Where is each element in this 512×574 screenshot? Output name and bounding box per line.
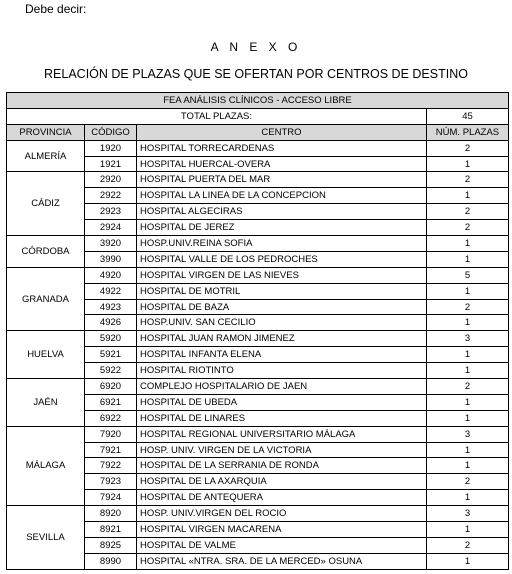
annex-title: A N E X O xyxy=(210,40,302,54)
centro-cell: HOSPITAL DE JEREZ xyxy=(137,220,427,236)
codigo-cell: 4920 xyxy=(85,267,137,283)
header-codigo: CÓDIGO xyxy=(85,124,137,140)
provincia-cell: CÓRDOBA xyxy=(7,236,85,268)
centro-cell: HOSPITAL DE ANTEQUERA xyxy=(137,490,427,506)
codigo-cell: 6921 xyxy=(85,394,137,410)
section-title: FEA ANÁLISIS CLÍNICOS - ACCESO LIBRE xyxy=(7,93,509,109)
codigo-cell: 8925 xyxy=(85,537,137,553)
codigo-cell: 7924 xyxy=(85,490,137,506)
section-title-row xyxy=(7,93,509,109)
column-header-row xyxy=(7,124,509,140)
table-row xyxy=(7,379,509,395)
codigo-cell: 2920 xyxy=(85,172,137,188)
plazas-cell: 3 xyxy=(426,426,508,442)
plazas-cell: 1 xyxy=(426,315,508,331)
codigo-cell: 7920 xyxy=(85,426,137,442)
plazas-table xyxy=(6,92,509,570)
codigo-cell: 4923 xyxy=(85,299,137,315)
centro-cell: HOSPITAL TORRECARDENAS xyxy=(137,140,427,156)
centro-cell: HOSPITAL DE UBEDA xyxy=(137,394,427,410)
codigo-cell: 4922 xyxy=(85,283,137,299)
codigo-cell: 2922 xyxy=(85,188,137,204)
centro-cell: HOSPITAL DE VALME xyxy=(137,537,427,553)
intro-text: Debe decir: xyxy=(25,2,87,16)
codigo-cell: 5922 xyxy=(85,363,137,379)
plazas-cell: 2 xyxy=(426,379,508,395)
codigo-cell: 5921 xyxy=(85,347,137,363)
table-row xyxy=(7,236,509,252)
plazas-cell: 1 xyxy=(426,347,508,363)
centro-cell: COMPLEJO HOSPITALARIO DE JAEN xyxy=(137,379,427,395)
plazas-cell: 3 xyxy=(426,331,508,347)
provincia-cell: HUELVA xyxy=(7,331,85,379)
plazas-cell: 1 xyxy=(426,522,508,538)
provincia-cell: CÁDIZ xyxy=(7,172,85,236)
plazas-cell: 1 xyxy=(426,410,508,426)
codigo-cell: 1921 xyxy=(85,156,137,172)
total-label: TOTAL PLAZAS: xyxy=(7,108,427,124)
provincia-cell: SEVILLA xyxy=(7,506,85,570)
codigo-cell: 6920 xyxy=(85,379,137,395)
plazas-cell: 1 xyxy=(426,442,508,458)
centro-cell: HOSPITAL VALLE DE LOS PEDROCHES xyxy=(137,251,427,267)
centro-cell: HOSPITAL RIOTINTO xyxy=(137,363,427,379)
plazas-cell: 2 xyxy=(426,299,508,315)
plazas-cell: 1 xyxy=(426,490,508,506)
centro-cell: HOSP. UNIV.VIRGEN DEL ROCIO xyxy=(137,506,427,522)
codigo-cell: 5920 xyxy=(85,331,137,347)
centro-cell: HOSPITAL INFANTA ELENA xyxy=(137,347,427,363)
plazas-cell: 1 xyxy=(426,394,508,410)
table-row xyxy=(7,331,509,347)
document-subtitle: RELACIÓN DE PLAZAS QUE SE OFERTAN POR CENTROS DE DESTINO xyxy=(44,67,468,81)
centro-cell: HOSPITAL DE LA AXARQUIA xyxy=(137,474,427,490)
provincia-cell: ALMERÍA xyxy=(7,140,85,172)
centro-cell: HOSP.UNIV.REINA SOFIA xyxy=(137,236,427,252)
plazas-cell: 5 xyxy=(426,267,508,283)
centro-cell: HOSPITAL PUERTA DEL MAR xyxy=(137,172,427,188)
provincia-cell: JAÉN xyxy=(7,379,85,427)
codigo-cell: 8921 xyxy=(85,522,137,538)
total-row xyxy=(7,108,509,124)
plazas-cell: 1 xyxy=(426,236,508,252)
centro-cell: HOSPITAL REGIONAL UNIVERSITARIO MÁLAGA xyxy=(137,426,427,442)
codigo-cell: 7922 xyxy=(85,458,137,474)
provincia-cell: GRANADA xyxy=(7,267,85,331)
plazas-cell: 2 xyxy=(426,140,508,156)
codigo-cell: 7921 xyxy=(85,442,137,458)
plazas-cell: 1 xyxy=(426,251,508,267)
header-centro: CENTRO xyxy=(137,124,427,140)
codigo-cell: 1920 xyxy=(85,140,137,156)
centro-cell: HOSPITAL DE LINARES xyxy=(137,410,427,426)
plazas-cell: 2 xyxy=(426,204,508,220)
plazas-cell: 1 xyxy=(426,363,508,379)
header-provincia: PROVINCIA xyxy=(7,124,85,140)
plazas-cell: 1 xyxy=(426,188,508,204)
table-body xyxy=(7,140,509,569)
codigo-cell: 3990 xyxy=(85,251,137,267)
plazas-cell: 1 xyxy=(426,553,508,569)
plazas-cell: 2 xyxy=(426,172,508,188)
plazas-cell: 1 xyxy=(426,458,508,474)
codigo-cell: 6922 xyxy=(85,410,137,426)
plazas-cell: 3 xyxy=(426,506,508,522)
table-row xyxy=(7,506,509,522)
provincia-cell: MÁLAGA xyxy=(7,426,85,505)
plazas-cell: 2 xyxy=(426,474,508,490)
codigo-cell: 8920 xyxy=(85,506,137,522)
centro-cell: HOSPITAL VIRGEN DE LAS NIEVES xyxy=(137,267,427,283)
centro-cell: HOSPITAL «NTRA. SRA. DE LA MERCED» OSUNA xyxy=(137,553,427,569)
plazas-cell: 1 xyxy=(426,156,508,172)
centro-cell: HOSPITAL ALGECIRAS xyxy=(137,204,427,220)
codigo-cell: 4926 xyxy=(85,315,137,331)
plazas-cell: 2 xyxy=(426,537,508,553)
table-row xyxy=(7,426,509,442)
codigo-cell: 2923 xyxy=(85,204,137,220)
centro-cell: HOSPITAL HUERCAL-OVERA xyxy=(137,156,427,172)
centro-cell: HOSP.UNIV. SAN CECILIO xyxy=(137,315,427,331)
codigo-cell: 3920 xyxy=(85,236,137,252)
centro-cell: HOSPITAL JUAN RAMON JIMENEZ xyxy=(137,331,427,347)
header-num-plazas: NÚM. PLAZAS xyxy=(426,124,508,140)
centro-cell: HOSPITAL DE LA SERRANIA DE RONDA xyxy=(137,458,427,474)
codigo-cell: 8990 xyxy=(85,553,137,569)
plazas-cell: 2 xyxy=(426,220,508,236)
codigo-cell: 7923 xyxy=(85,474,137,490)
table-row xyxy=(7,172,509,188)
centro-cell: HOSP. UNIV. VIRGEN DE LA VICTORIA xyxy=(137,442,427,458)
centro-cell: HOSPITAL LA LINEA DE LA CONCEPCION xyxy=(137,188,427,204)
centro-cell: HOSPITAL DE BAZA xyxy=(137,299,427,315)
total-value: 45 xyxy=(426,108,508,124)
codigo-cell: 2924 xyxy=(85,220,137,236)
table-row xyxy=(7,267,509,283)
plazas-cell: 1 xyxy=(426,283,508,299)
table-row xyxy=(7,140,509,156)
centro-cell: HOSPITAL DE MOTRIL xyxy=(137,283,427,299)
centro-cell: HOSPITAL VIRGEN MACARENA xyxy=(137,522,427,538)
